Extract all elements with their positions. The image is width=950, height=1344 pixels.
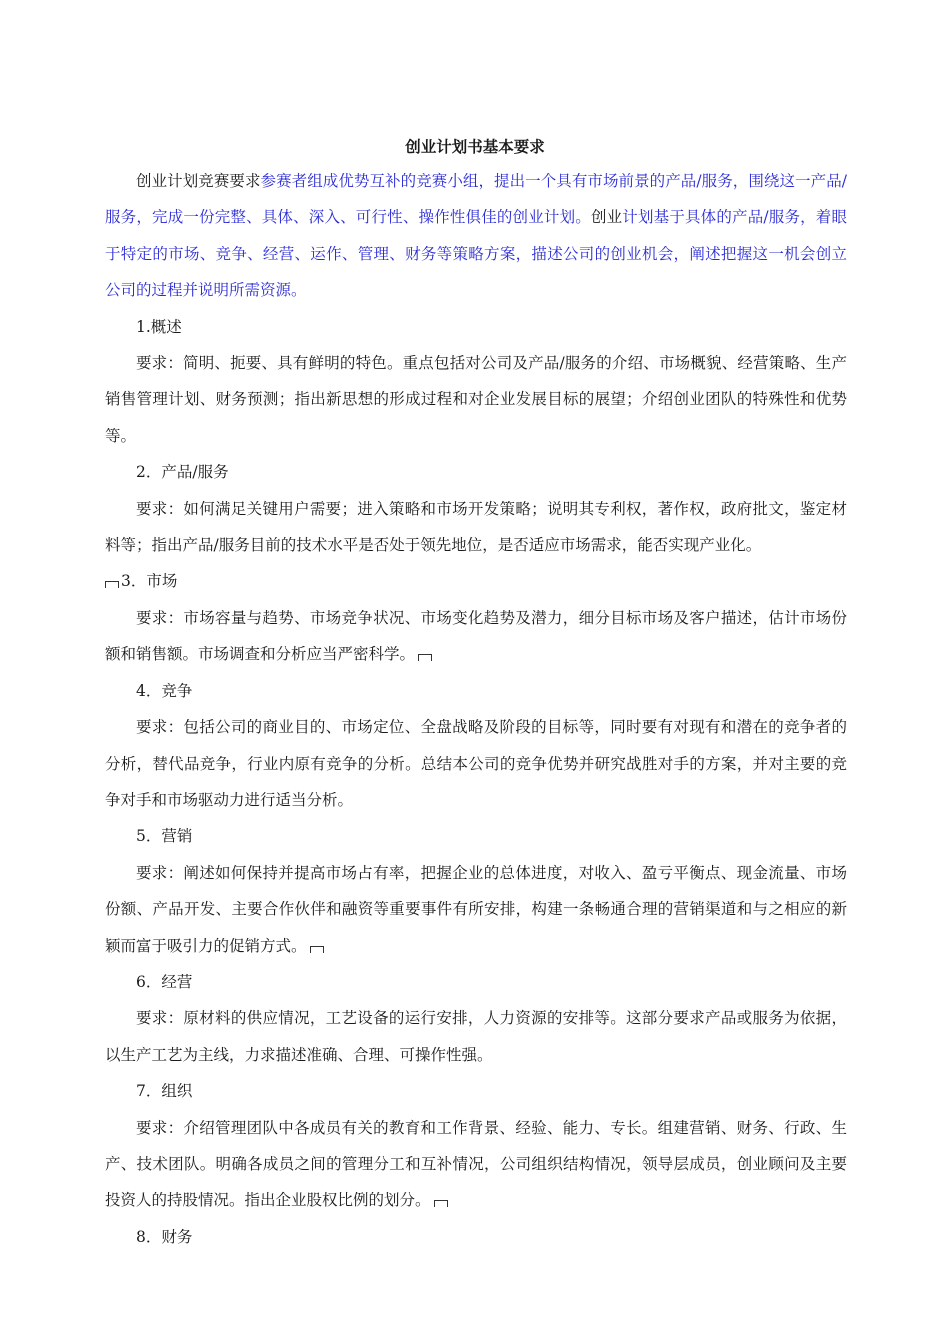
edit-mark-icon [434, 1200, 448, 1207]
intro-lead: 创业计划竞赛要求 [136, 172, 261, 190]
section-heading-2: 2．产品/服务 [136, 463, 229, 482]
document-title: 创业计划书基本要求 [405, 137, 545, 156]
section-text-4: 要求：包括公司的商业目的、市场定位、全盘战略及阶段的目标等，同时要有对现有和潜在的竞争者的分析，替代品竞争，行业内原有竞争的分析。总结本公司的竞争优势并研究战胜对手的方案，并对主要的竞争对手和市场驱动力进行适当分析。 [105, 718, 847, 809]
edit-mark-icon [418, 654, 432, 661]
section-heading-3-label: 3．市场 [121, 572, 178, 591]
section-heading-7: 7．组织 [136, 1082, 193, 1101]
section-heading-8: 8．财务 [136, 1227, 193, 1246]
section-text-1: 要求：简明、扼要、具有鲜明的特色。重点包括对公司及产品/服务的介绍、市场概貌、经营策略、生产销售管理计划、财务预测；指出新思想的形成过程和对企业发展目标的展望；介绍创业团队的特殊性和优势等。 [105, 354, 847, 445]
section-text-6: 要求：原材料的供应情况，工艺设备的运行安排，人力资源的安排等。这部分要求产品或服务为依据，以生产工艺为主线，力求描述准确、合理、可操作性强。 [105, 1009, 847, 1064]
section-text-7 [105, 1110, 847, 1219]
intro-highlight: 参赛者组成优势互补的竞赛小组，提出一个具有市场前景的产品/服务，围绕这一产品/服务，完成一份完整、具体、深入、可行性、操作性俱佳的创业计划。 [105, 172, 847, 227]
section-text-5 [105, 855, 847, 964]
edit-mark-icon [310, 946, 324, 953]
section-text-5-label: 要求：阐述如何保持并提高市场占有率，把握企业的总体进度，对收入、盈亏平衡点、现金流量、市场份额、产品开发、主要合作伙伴和融资等重要事件有所安排，构建一条畅通合理的营销渠道和与之相应的新颖而富于吸引力的促销方式。 [105, 863, 847, 955]
section-text-2: 要求：如何满足关键用户需要；进入策略和市场开发策略；说明其专利权，著作权，政府批文，鉴定材料等；指出产品/服务目前的技术水平是否处于领先地位，是否适应市场需求，能否实现产业化。 [105, 499, 847, 555]
section-heading-3 [105, 563, 847, 599]
intro-highlight-2: 计划基于具体的产品/服务，着眼于特定的市场、竞争、经营、运作、管理、财务等策略方案，描述公司的创业机会，阐述把握这一机会创立公司的过程并说明所需资源。 [105, 208, 847, 300]
section-text-7-label: 要求：介绍管理团队中各成员有关的教育和工作背景、经验、能力、专长。组建营销、财务、行政、生产、技术团队。明确各成员之间的管理分工和互补情况，公司组织结构情况，领导层成员，创业顾问及主要投资人的持股情况。指出企业股权比例的划分。 [105, 1118, 847, 1210]
intro-mid: 创业 [590, 208, 623, 227]
document-body [105, 163, 847, 1255]
section-heading-5: 5．营销 [136, 827, 193, 846]
section-text-3-label: 要求：市场容量与趋势、市场竞争状况、市场变化趋势及潜力，细分目标市场及客户描述，估计市场份额和销售额。市场调查和分析应当严密科学。 [105, 608, 847, 664]
edit-mark-icon [105, 581, 119, 588]
intro-paragraph [105, 163, 847, 309]
section-heading-1: 1.概述 [136, 317, 182, 336]
section-heading-4: 4．竞争 [136, 681, 193, 700]
section-heading-6: 6．经营 [136, 972, 193, 991]
section-text-3 [105, 600, 847, 673]
